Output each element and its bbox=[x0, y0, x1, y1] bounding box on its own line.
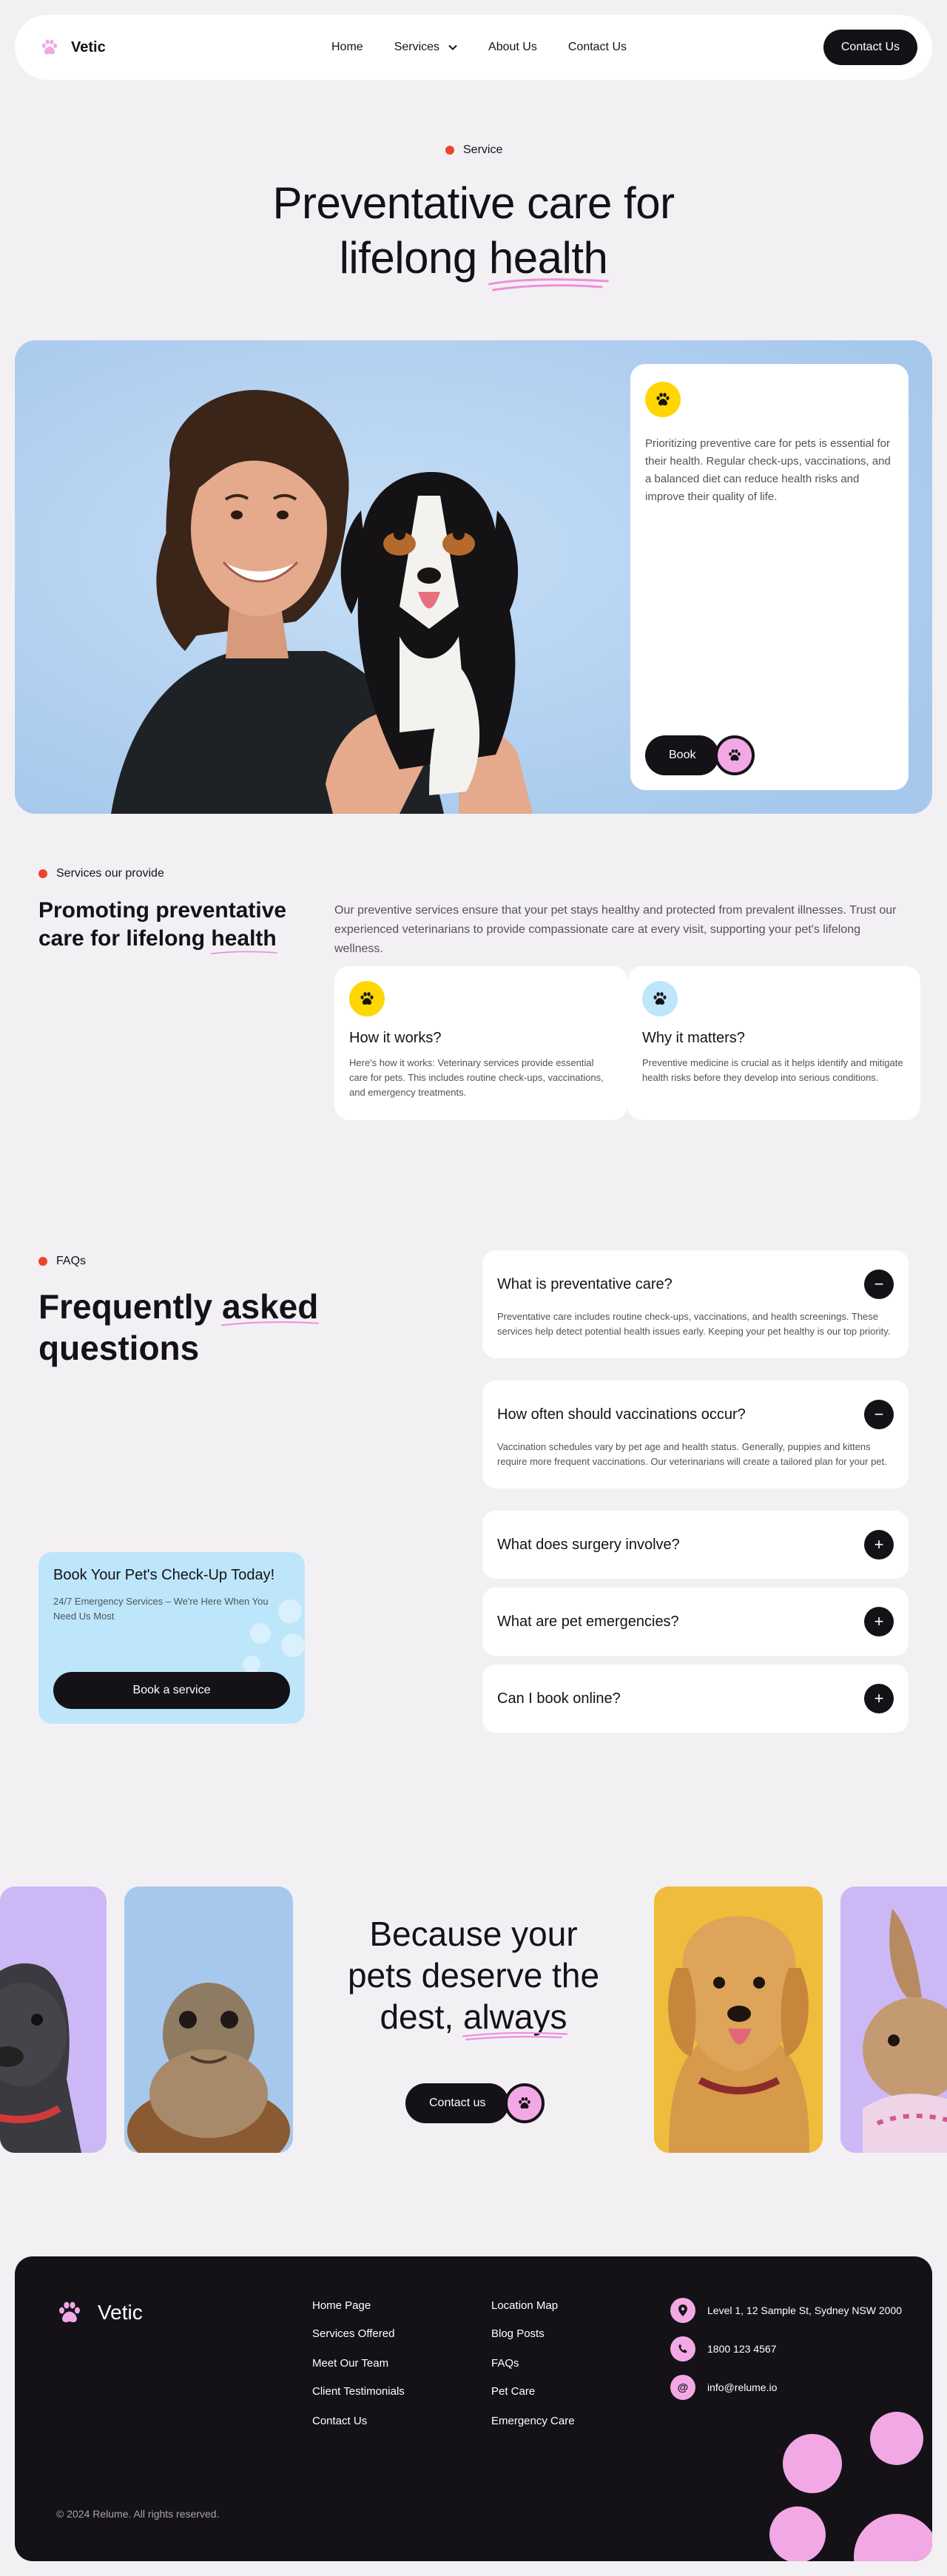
nav-link-services-label: Services bbox=[394, 41, 440, 53]
plus-icon[interactable]: + bbox=[864, 1684, 894, 1713]
pink-underline-icon bbox=[210, 948, 278, 959]
location-pin-icon bbox=[670, 2298, 695, 2323]
bulldog-illustration bbox=[0, 1887, 107, 2153]
pets-title-highlight bbox=[463, 1996, 567, 2037]
faq-title-post: questions bbox=[38, 1329, 200, 1367]
book-button[interactable]: Book bbox=[645, 735, 719, 775]
golden-retriever-illustration bbox=[654, 1887, 823, 2153]
minus-icon[interactable]: − bbox=[864, 1400, 894, 1429]
faq-question: Can I book online? bbox=[497, 1690, 621, 1707]
chevron-down-icon bbox=[448, 44, 457, 50]
tag-dot bbox=[38, 869, 47, 878]
nav-links bbox=[331, 15, 658, 80]
service-card-text: Here's how it works: Veterinary services provide essential care for pets. This includes routine check-ups, vaccinations, and emergency treatments. bbox=[349, 1057, 604, 1098]
footer-address-text: Level 1, 12 Sample St, Sydney NSW 2000 bbox=[707, 2304, 903, 2316]
hero-tag bbox=[445, 144, 502, 157]
at-sign-icon: @ bbox=[670, 2375, 695, 2400]
faq-question-row bbox=[497, 1684, 894, 1713]
plus-icon[interactable]: + bbox=[864, 1530, 894, 1560]
book-paw-button[interactable] bbox=[715, 735, 755, 775]
faq-tag bbox=[38, 1255, 86, 1268]
faq-tag-label: FAQs bbox=[56, 1255, 87, 1267]
service-card-why bbox=[627, 966, 920, 1120]
hero-title-line1: Preventative care for bbox=[272, 178, 675, 228]
decorative-paw-icon bbox=[231, 1596, 305, 1678]
contact-us-cta-button[interactable]: Contact us bbox=[405, 2083, 509, 2123]
paw-badge bbox=[645, 382, 681, 417]
booking-cta-card bbox=[38, 1552, 305, 1724]
paw-logo-icon bbox=[40, 38, 59, 57]
paw-badge bbox=[349, 981, 385, 1016]
footer-address bbox=[670, 2298, 902, 2323]
paw-icon bbox=[652, 991, 668, 1007]
top-navbar bbox=[15, 15, 932, 80]
footer-link-emergency[interactable]: Emergency Care bbox=[491, 2415, 575, 2427]
plus-icon[interactable]: + bbox=[864, 1607, 894, 1636]
service-card-text: Preventive medicine is crucial as it helps identify and mitigate health risks before they develop into serious conditions. bbox=[642, 1057, 903, 1083]
services-tag-label: Services our provide bbox=[56, 867, 164, 880]
brand-logo[interactable] bbox=[40, 38, 106, 57]
cta-title: Book Your Pet's Check-Up Today! bbox=[53, 1567, 275, 1583]
services-tag bbox=[38, 867, 164, 880]
services-title-highlight bbox=[211, 925, 276, 953]
hero-tag-label: Service bbox=[463, 144, 503, 156]
faq-title-highlight bbox=[222, 1286, 318, 1327]
hero-title bbox=[0, 176, 947, 286]
faq-question: What is preventative care? bbox=[497, 1275, 673, 1292]
pet-card-rabbit bbox=[840, 1887, 947, 2153]
decorative-paw-print-icon bbox=[769, 2412, 932, 2561]
rabbit-illustration bbox=[840, 1887, 947, 2153]
hero-info-text: Prioritizing preventive care for pets is essential for their health. Regular check-ups, vaccinations, and a balanced diet can reduce health risks and improve their quality of life. bbox=[645, 437, 891, 503]
copyright-text: © 2024 Relume. All rights reserved. bbox=[56, 2508, 220, 2520]
footer-email[interactable] bbox=[670, 2375, 777, 2400]
faq-title-pre: Frequently bbox=[38, 1287, 213, 1326]
paw-icon bbox=[655, 391, 671, 408]
footer-logo[interactable] bbox=[56, 2299, 143, 2326]
book-button-group bbox=[645, 735, 755, 775]
faq-item[interactable] bbox=[482, 1380, 909, 1488]
hero-info-card bbox=[630, 364, 909, 790]
tag-dot bbox=[445, 146, 454, 155]
minus-icon[interactable]: − bbox=[864, 1270, 894, 1299]
contact-button-group bbox=[405, 2083, 545, 2123]
footer-link-testimonials[interactable]: Client Testimonials bbox=[312, 2385, 405, 2398]
footer-link-blog[interactable]: Blog Posts bbox=[491, 2327, 545, 2340]
footer-email-text: info@relume.io bbox=[707, 2381, 778, 2393]
faq-question-row bbox=[497, 1270, 894, 1299]
faq-item[interactable] bbox=[482, 1665, 909, 1733]
footer-phone-text: 1800 123 4567 bbox=[707, 2343, 777, 2355]
service-card-title: Why it matters? bbox=[642, 1030, 745, 1046]
contact-us-button[interactable]: Contact Us bbox=[823, 30, 917, 65]
hero-title-highlight-text: health bbox=[488, 233, 608, 283]
faq-question: What does surgery involve? bbox=[497, 1536, 680, 1553]
footer-link-location[interactable]: Location Map bbox=[491, 2299, 559, 2312]
brand-name: Vetic bbox=[71, 38, 106, 55]
nav-link-about[interactable]: About Us bbox=[488, 41, 537, 53]
faq-item[interactable] bbox=[482, 1588, 909, 1656]
paw-badge bbox=[642, 981, 678, 1016]
nav-link-home[interactable]: Home bbox=[331, 41, 363, 53]
hero-title-highlight bbox=[489, 231, 607, 286]
paw-icon bbox=[359, 991, 375, 1007]
faq-title-highlight-text: asked bbox=[221, 1287, 319, 1326]
pets-title-line1: Because your bbox=[369, 1915, 578, 1953]
service-card-how bbox=[334, 966, 627, 1120]
turtle-illustration bbox=[124, 1887, 293, 2153]
pets-title-line2: pets deserve the bbox=[347, 1956, 600, 1995]
footer-brand-name: Vetic bbox=[98, 2301, 143, 2324]
pink-underline-icon bbox=[220, 1318, 320, 1330]
pet-card-bulldog bbox=[0, 1887, 107, 2153]
faq-answer: Vaccination schedules vary by pet age and health status. Generally, puppies and kittens require more frequent vaccinations. Our veterinarians will create a tailored plan for your pet. bbox=[497, 1441, 887, 1467]
pink-underline-icon bbox=[487, 275, 610, 293]
pet-card-turtle bbox=[124, 1887, 293, 2153]
footer-link-contact[interactable]: Contact Us bbox=[312, 2415, 368, 2427]
footer-phone[interactable] bbox=[670, 2336, 776, 2361]
pink-underline-icon bbox=[461, 2029, 569, 2042]
faq-question-row bbox=[497, 1400, 894, 1429]
nav-link-services[interactable] bbox=[394, 41, 457, 54]
faq-question-row bbox=[497, 1607, 894, 1636]
footer-link-services[interactable]: Services Offered bbox=[312, 2327, 395, 2340]
hero-title-line2-pre: lifelong bbox=[339, 233, 477, 283]
paw-logo-icon bbox=[56, 2299, 83, 2326]
footer-link-home[interactable]: Home Page bbox=[312, 2299, 371, 2312]
faq-item[interactable] bbox=[482, 1250, 909, 1358]
services-title-pre: Promoting preventative care for lifelong bbox=[38, 898, 287, 951]
phone-icon bbox=[670, 2336, 695, 2361]
services-title-highlight-text: health bbox=[211, 926, 277, 951]
pet-card-golden-retriever bbox=[654, 1887, 823, 2153]
footer-link-pet-care[interactable]: Pet Care bbox=[491, 2385, 536, 2398]
pets-title-line3-pre: dest, bbox=[380, 1997, 454, 2036]
book-service-button[interactable]: Book a service bbox=[53, 1672, 290, 1709]
pets-title bbox=[326, 1913, 621, 2037]
footer-link-team[interactable]: Meet Our Team bbox=[312, 2357, 389, 2370]
contact-paw-button[interactable] bbox=[505, 2083, 545, 2123]
faq-item[interactable] bbox=[482, 1511, 909, 1579]
faq-answer: Preventative care includes routine check-ups, vaccinations, and health screenings. These services help detect potential health issues early. Keeping your pet healthy is our top priority. bbox=[497, 1311, 891, 1337]
nav-link-contact[interactable]: Contact Us bbox=[567, 41, 627, 53]
faq-question: How often should vaccinations occur? bbox=[497, 1406, 746, 1423]
paw-icon bbox=[517, 2096, 532, 2111]
faq-question: What are pet emergencies? bbox=[497, 1613, 679, 1630]
faq-question-row bbox=[497, 1530, 894, 1560]
service-card-title: How it works? bbox=[349, 1030, 442, 1046]
cta-subtitle: 24/7 Emergency Services – We're Here When You Need Us Most bbox=[53, 1596, 269, 1622]
site-footer bbox=[15, 2256, 932, 2561]
footer-link-faqs[interactable]: FAQs bbox=[491, 2357, 519, 2370]
tag-dot bbox=[38, 1257, 47, 1266]
services-description: Our preventive services ensure that your pet stays healthy and protected from prevalent illnesses. Trust our experienced veterinarians to provide compassionate care at every visit, supporting your pet's lifelong wellness. bbox=[334, 904, 897, 955]
services-title bbox=[38, 897, 320, 953]
pets-title-highlight-text: always bbox=[462, 1997, 567, 2036]
paw-icon bbox=[727, 748, 742, 763]
faq-title bbox=[38, 1286, 408, 1369]
